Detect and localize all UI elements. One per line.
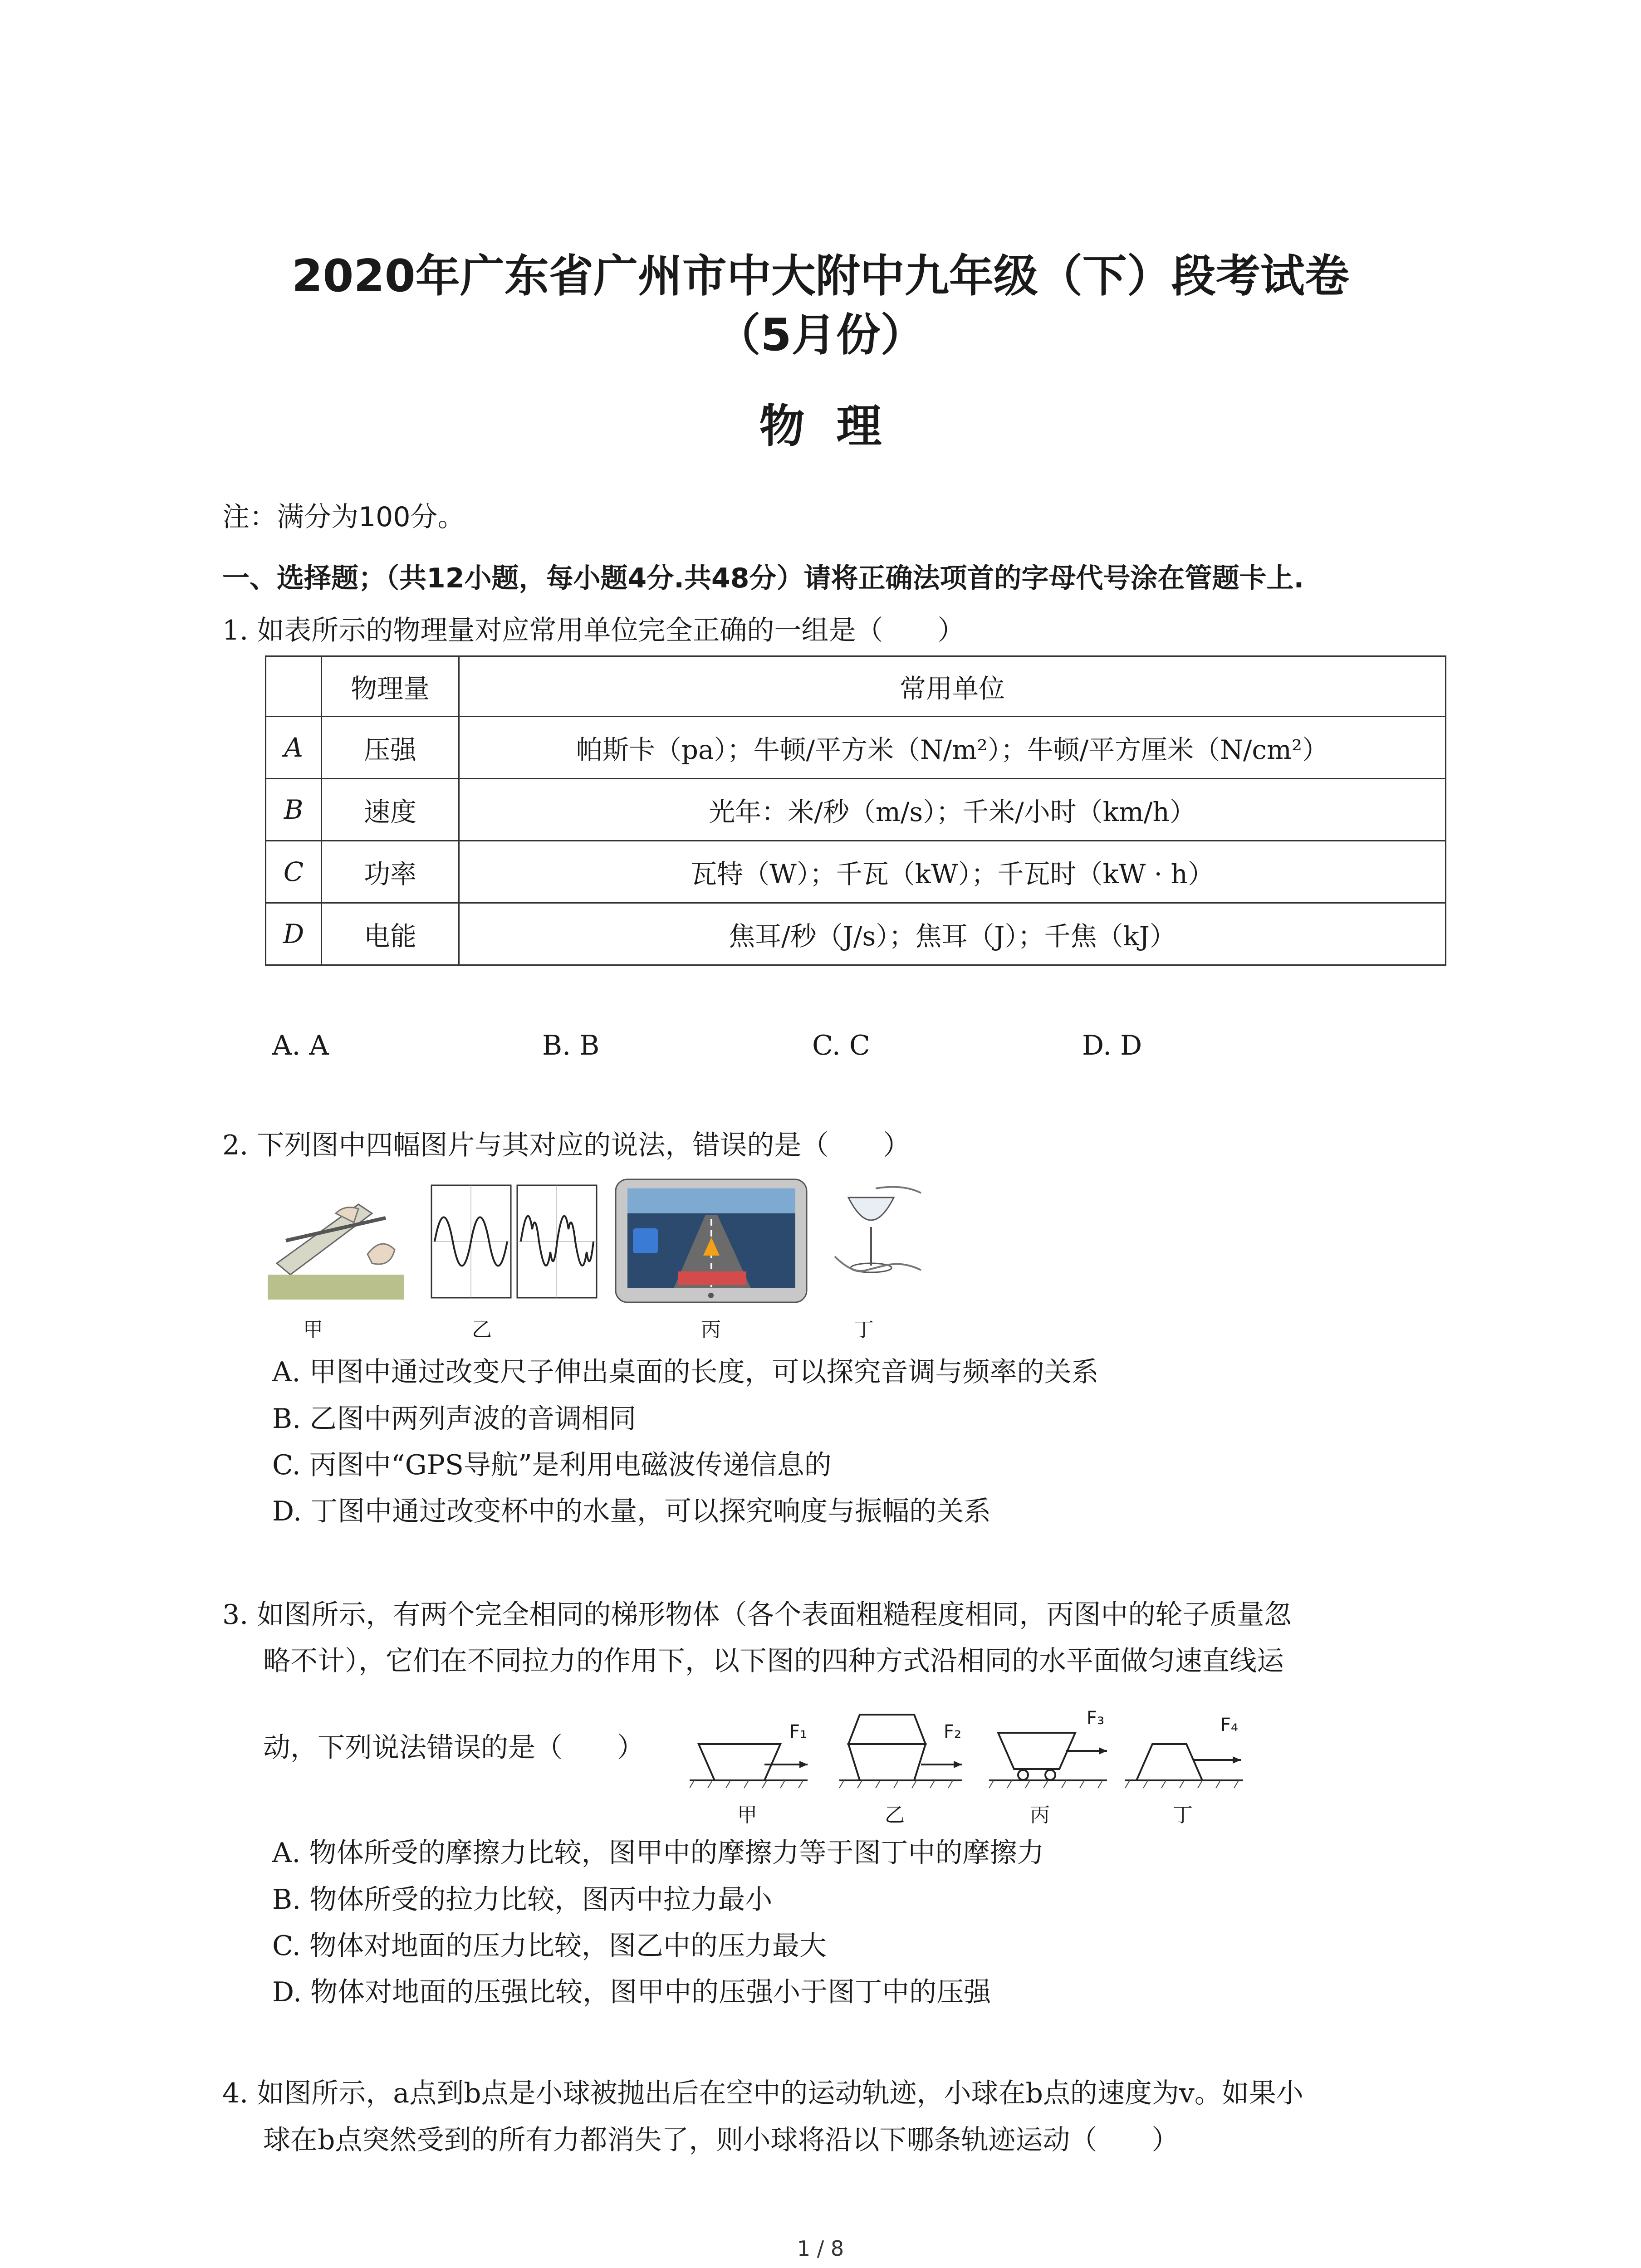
row-key: B (266, 779, 322, 841)
row-key: C (266, 841, 322, 903)
q3-figure-label: 乙 (885, 1804, 905, 1827)
row-quantity: 电能 (322, 903, 459, 965)
q1-option-d[interactable]: D. D (1082, 1030, 1142, 1061)
subject-title: 物 理 (759, 400, 882, 453)
q3-option-d[interactable]: D. 物体对地面的压强比较，图甲中的压强小于图丁中的压强 (272, 1976, 991, 2008)
table-row (266, 717, 1446, 779)
force-label-f4: F₄ (1220, 1715, 1239, 1735)
q3-figure-label: 丁 (1173, 1804, 1193, 1827)
row-quantity: 速度 (322, 779, 459, 841)
force-label-f3: F₃ (1087, 1708, 1105, 1729)
q1-option-c[interactable]: C. C (812, 1030, 870, 1061)
units-table (265, 655, 1446, 966)
table-row (266, 841, 1446, 903)
q2-figure-label: 丁 (854, 1318, 874, 1341)
section-heading: 一、选择题；（共12小题，每小题4分.共48分）请将正确法项首的字母代号涂在管题卡上. (222, 562, 1304, 594)
q3-option-a[interactable]: A. 物体所受的摩擦力比较，图甲中的摩擦力等于图丁中的摩擦力 (272, 1837, 1044, 1869)
svg-text:●: ● (708, 1290, 714, 1299)
row-key: A (266, 717, 322, 779)
force-label-f2: F₂ (944, 1721, 962, 1742)
question-3-stem: 3. 如图所示，有两个完全相同的梯形物体（各个表面粗糙程度相同，丙图中的轮子质量忽 (222, 1599, 1292, 1631)
trapezoid-force-figure (690, 1687, 1243, 1792)
row-units: 帕斯卡（pa）；牛顿/平方米（N/m²）；牛顿/平方厘米（N/cm²） (459, 717, 1446, 779)
exam-title-month: （5月份） (716, 309, 925, 361)
ruler-figure (268, 1186, 404, 1300)
table-header-blank (266, 656, 322, 717)
table-header-units: 常用单位 (459, 656, 1446, 717)
question-4-stem: 4. 如图所示，a点到b点是小球被抛出后在空中的运动轨迹，小球在b点的速度为v。如果小 (222, 2077, 1303, 2109)
q3-figure-label: 丙 (1030, 1804, 1050, 1827)
q2-figure-label: 乙 (472, 1318, 492, 1341)
row-units: 瓦特（W）；千瓦（kW）；千瓦时（kW · h） (459, 841, 1446, 903)
q2-figure-label: 丙 (701, 1318, 721, 1341)
q1-option-a[interactable]: A. A (272, 1030, 329, 1061)
q3-option-b[interactable]: B. 物体所受的拉力比较，图丙中拉力最小 (272, 1884, 773, 1916)
table-row (266, 903, 1446, 965)
q2-option-d[interactable]: D. 丁图中通过改变杯中的水量，可以探究响度与振幅的关系 (272, 1496, 991, 1527)
page-number: 1 / 8 (797, 2236, 844, 2261)
q2-option-b[interactable]: B. 乙图中两列声波的音调相同 (272, 1403, 637, 1435)
table-row (266, 779, 1446, 841)
score-note: 注：满分为100分。 (222, 501, 465, 533)
question-3-stem-line2: 略不计），它们在不同拉力的作用下，以下图的四种方式沿相同的水平面做匀速直线运 (263, 1645, 1284, 1677)
question-3-stem-line3: 动，下列说法错误的是（ ） (263, 1732, 644, 1764)
row-key: D (266, 903, 322, 965)
sound-wave-figure (430, 1184, 598, 1300)
q2-option-a[interactable]: A. 甲图中通过改变尺子伸出桌面的长度，可以探究音调与频率的关系 (272, 1356, 1099, 1388)
row-units: 焦耳/秒（J/s）；焦耳（J）；千焦（kJ） (459, 903, 1446, 965)
exam-title: 2020年广东省广州市中大附中九年级（下）段考试卷 (292, 250, 1349, 302)
q1-option-b[interactable]: B. B (542, 1030, 600, 1061)
q2-option-c[interactable]: C. 丙图中“GPS导航”是利用电磁波传递信息的 (272, 1449, 832, 1481)
row-quantity: 压强 (322, 717, 459, 779)
row-units: 光年：米/秒（m/s）；千米/小时（km/h） (459, 779, 1446, 841)
wine-glass-figure (821, 1175, 926, 1288)
question-1-stem: 1. 如表所示的物理量对应常用单位完全正确的一组是（ ） (222, 615, 965, 646)
gps-device-figure (615, 1178, 808, 1303)
table-header-quantity: 物理量 (322, 656, 459, 717)
force-label-f1: F₁ (789, 1721, 808, 1742)
question-2-stem: 2. 下列图中四幅图片与其对应的说法，错误的是（ ） (222, 1129, 911, 1161)
q3-option-c[interactable]: C. 物体对地面的压力比较，图乙中的压力最大 (272, 1930, 827, 1962)
question-4-stem-line2: 球在b点突然受到的所有力都消失了，则小球将沿以下哪条轨迹运动（ ） (263, 2124, 1179, 2156)
row-quantity: 功率 (322, 841, 459, 903)
q3-figure-label: 甲 (737, 1804, 757, 1827)
q2-figure-label: 甲 (303, 1318, 323, 1341)
